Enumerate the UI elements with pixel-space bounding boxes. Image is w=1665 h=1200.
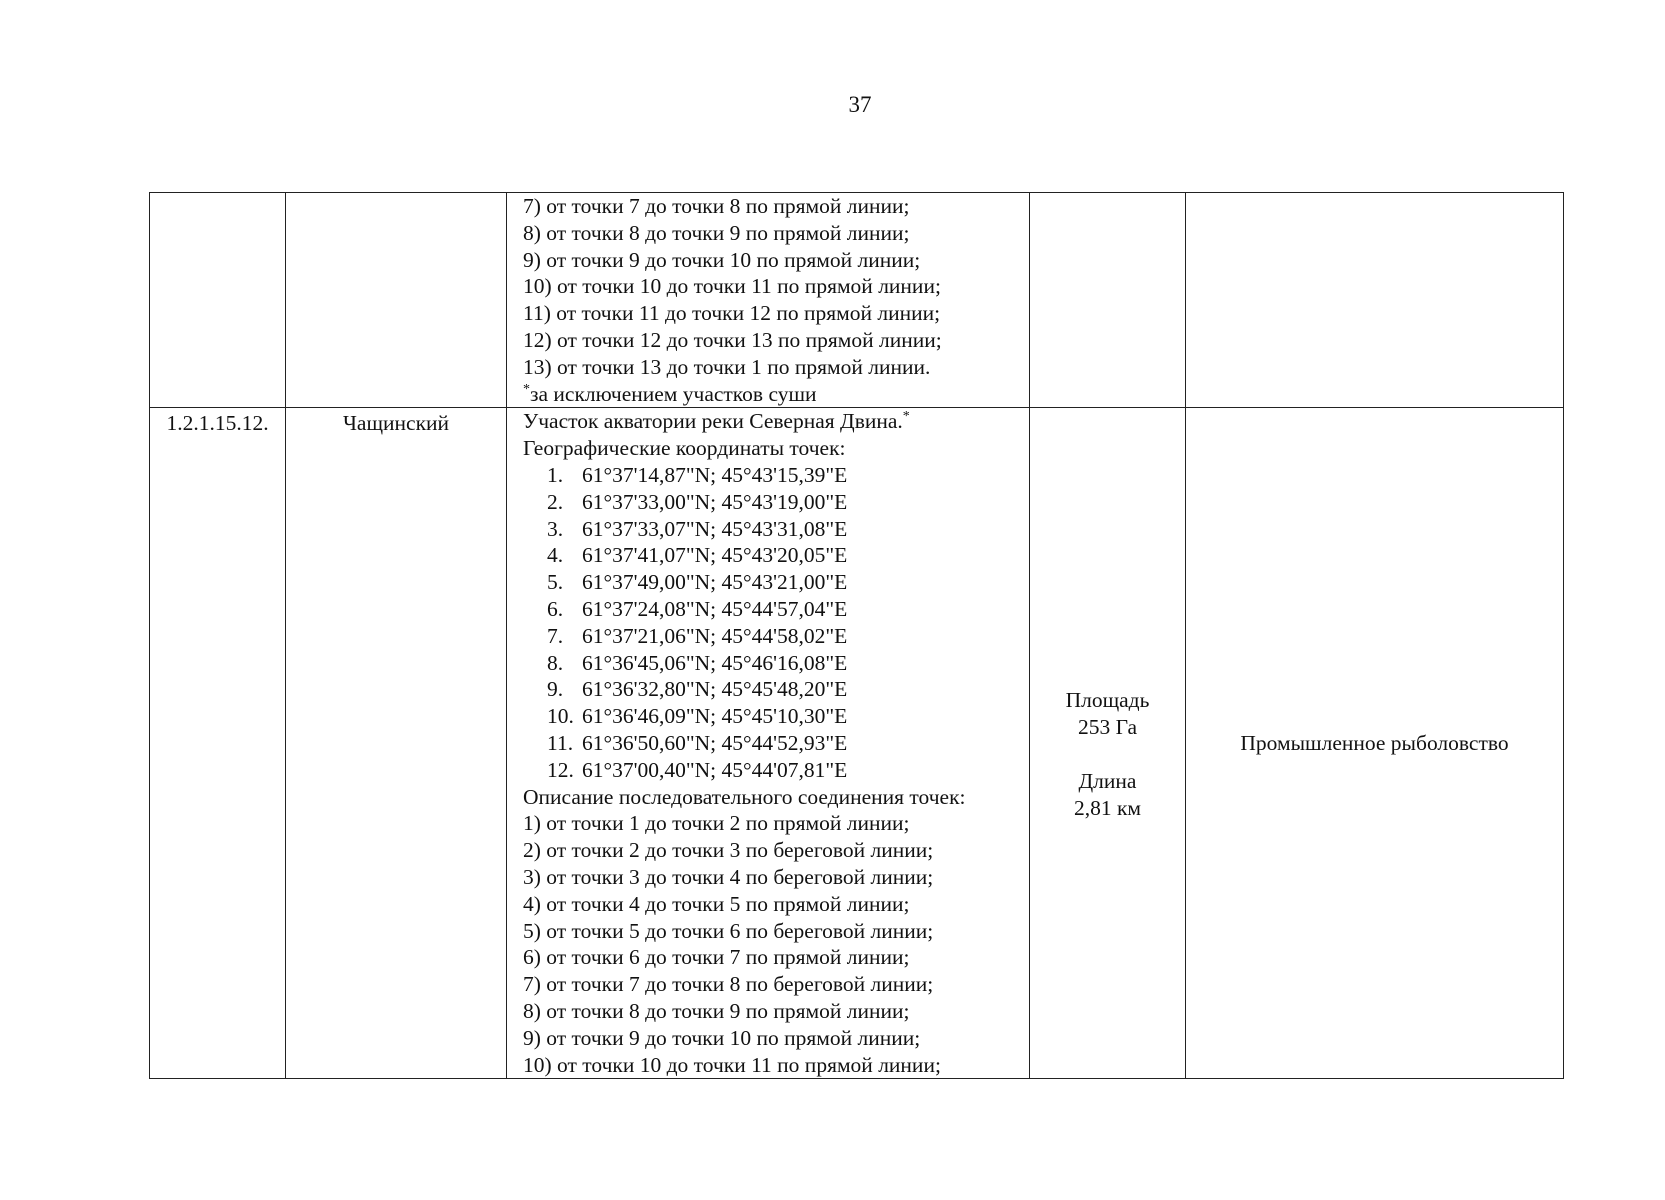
footnote-text: за исключением участков суши xyxy=(530,381,817,406)
coordinate-number: 4. xyxy=(547,543,564,568)
description-cell xyxy=(507,408,1030,1079)
page-number: 37 xyxy=(848,92,872,117)
description-cell xyxy=(507,193,1030,408)
coordinate-item xyxy=(523,489,1023,516)
coordinate-item xyxy=(523,703,1023,730)
coordinate-item xyxy=(523,462,1023,489)
coordinate-number: 2. xyxy=(547,489,564,514)
section-title xyxy=(523,408,1023,435)
footnote xyxy=(523,381,1023,408)
coords-heading: Географические координаты точек: xyxy=(523,436,846,461)
coordinate-value: 61°37'14,87"N; 45°43'15,39"E xyxy=(582,462,848,487)
footnote-mark: * xyxy=(902,409,910,425)
connection-line: 7) от точки 7 до точки 8 по прямой линии; xyxy=(523,194,910,218)
coordinate-number: 1. xyxy=(547,462,564,487)
coordinate-value: 61°36'46,09"N; 45°45'10,30"E xyxy=(582,704,848,729)
coords-list xyxy=(523,462,1023,784)
coordinate-number: 3. xyxy=(547,516,564,541)
area-value: 253 Га xyxy=(1077,715,1138,740)
code-cell: 1.2.1.15.12. xyxy=(150,408,286,1079)
coordinate-value: 61°37'33,00"N; 45°43'19,00"E xyxy=(582,489,848,514)
connection-line: 13) от точки 13 до точки 1 по прямой линии. xyxy=(523,354,931,379)
purpose-cell xyxy=(1186,193,1564,408)
connection-line: 10) от точки 10 до точки 11 по прямой линии; xyxy=(523,1052,941,1077)
area-label: Площадь xyxy=(1065,688,1150,713)
section-title-text: Участок акватории реки Северная Двина. xyxy=(523,409,903,434)
coordinate-value: 61°36'45,06"N; 45°46'16,08"E xyxy=(582,650,848,675)
connection-line: 2) от точки 2 до точки 3 по береговой линии; xyxy=(523,838,934,863)
coordinate-number: 6. xyxy=(547,596,564,621)
connection-line: 4) от точки 4 до точки 5 по прямой линии; xyxy=(523,891,910,916)
coordinate-item xyxy=(523,516,1023,543)
coordinate-item xyxy=(523,623,1023,650)
connection-line: 1) от точки 1 до точки 2 по прямой линии; xyxy=(523,811,910,836)
connection-line: 5) от точки 5 до точки 6 по береговой линии; xyxy=(523,918,934,943)
code-cell xyxy=(150,193,286,408)
name-cell: Чащинский xyxy=(286,408,507,1079)
coordinate-number: 12. xyxy=(547,757,574,782)
coordinate-value: 61°36'50,60"N; 45°44'52,93"E xyxy=(582,730,848,755)
area-cell xyxy=(1030,193,1186,408)
connection-line: 7) от точки 7 до точки 8 по береговой линии; xyxy=(523,972,934,997)
connection-line: 11) от точки 11 до точки 12 по прямой линии; xyxy=(523,301,941,326)
connection-line: 8) от точки 8 до точки 9 по прямой линии; xyxy=(523,220,910,245)
connection-line: 9) от точки 9 до точки 10 по прямой линии; xyxy=(523,247,921,272)
coordinate-number: 8. xyxy=(547,650,564,675)
footnote-mark: * xyxy=(523,381,530,397)
coordinate-item xyxy=(523,596,1023,623)
coordinate-item xyxy=(523,730,1023,757)
coordinate-value: 61°36'32,80"N; 45°45'48,20"E xyxy=(582,677,848,702)
connections-list xyxy=(523,810,1023,1078)
connection-line: 12) от точки 12 до точки 13 по прямой линии; xyxy=(523,327,942,352)
coordinate-value: 61°37'49,00"N; 45°43'21,00"E xyxy=(582,570,848,595)
coordinate-number: 9. xyxy=(547,677,564,702)
length-label: Длина xyxy=(1078,768,1137,793)
coordinate-number: 5. xyxy=(547,570,564,595)
coordinate-item xyxy=(523,676,1023,703)
coordinate-value: 61°37'00,40"N; 45°44'07,81"E xyxy=(582,757,848,782)
purpose-cell: Промышленное рыболовство xyxy=(1186,408,1564,1079)
coordinate-number: 11. xyxy=(547,730,574,755)
length-value: 2,81 км xyxy=(1073,795,1142,820)
area-cell xyxy=(1030,408,1186,1079)
connection-line: 3) от точки 3 до точки 4 по береговой линии; xyxy=(523,864,934,889)
connection-line: 8) от точки 8 до точки 9 по прямой линии; xyxy=(523,998,910,1023)
fishing-areas-table xyxy=(149,192,1564,1079)
name-cell xyxy=(286,193,507,408)
coordinate-number: 10. xyxy=(547,704,574,729)
connection-line: 9) от точки 9 до точки 10 по прямой линии; xyxy=(523,1025,921,1050)
connection-line: 6) от точки 6 до точки 7 по прямой линии; xyxy=(523,945,910,970)
coordinate-item xyxy=(523,650,1023,677)
coordinate-value: 61°37'21,06"N; 45°44'58,02"E xyxy=(582,623,848,648)
coordinate-number: 7. xyxy=(547,623,564,648)
coordinate-item xyxy=(523,569,1023,596)
coordinate-value: 61°37'24,08"N; 45°44'57,04"E xyxy=(582,596,848,621)
coordinate-value: 61°37'41,07"N; 45°43'20,05"E xyxy=(582,543,848,568)
table-row xyxy=(150,193,1564,408)
connection-line: 10) от точки 10 до точки 11 по прямой линии; xyxy=(523,274,941,299)
coordinate-value: 61°37'33,07"N; 45°43'31,08"E xyxy=(582,516,848,541)
coordinate-item xyxy=(523,542,1023,569)
table-row xyxy=(150,408,1564,1079)
connection-heading: Описание последовательного соединения точек: xyxy=(523,784,966,809)
coordinate-item xyxy=(523,757,1023,784)
